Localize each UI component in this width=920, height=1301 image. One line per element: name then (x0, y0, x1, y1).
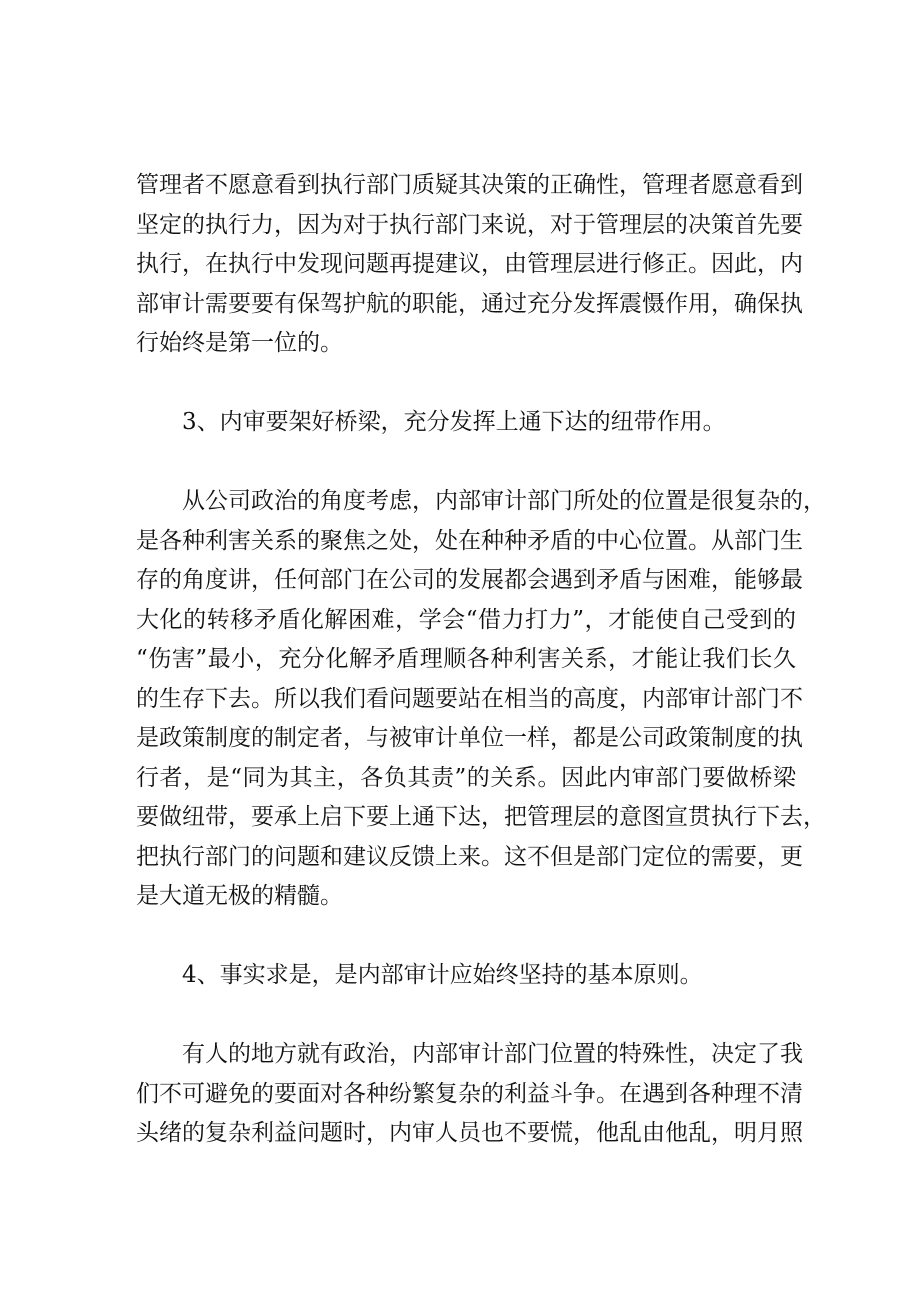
paragraph-line: 们不可避免的要面对各种纷繁复杂的利益斗争。在遇到各种理不清 (136, 1080, 803, 1107)
document-body (136, 166, 826, 1154)
paragraph-line: 把执行部门的问题和建议反馈上来。这不但是部门定位的需要，更 (136, 843, 803, 870)
section-heading: 4、事实求是，是内部审计应始终坚持的基本原则。 (182, 962, 703, 988)
paragraph-line: 坚定的执行力，因为对于执行部门来说，对于管理层的决策首先要 (136, 211, 803, 238)
paragraph-line: 管理者不愿意看到执行部门质疑其决策的正确性，管理者愿意看到 (136, 172, 803, 198)
paragraph-line: 存的角度讲，任何部门在公司的发展都会遇到矛盾与困难，能够最 (136, 567, 803, 593)
paragraph-line: 执行，在执行中发现问题再提建议，由管理层进行修正。因此，内 (136, 251, 803, 277)
section-heading: 3、内审要架好桥梁，充分发挥上通下达的纽带作用。 (182, 409, 726, 435)
paragraph-line: 行者，是“同为其主，各负其责”的关系。因此内审部门要做桥梁 (136, 764, 796, 791)
paragraph-line: 要做纽带，要承上启下要上通下达，把管理层的意图宣贯执行下去， (136, 804, 826, 830)
paragraph-line: 头绪的复杂利益问题时，内审人员也不要慌，他乱由他乱，明月照 (136, 1120, 803, 1146)
paragraph-line: 的生存下去。所以我们看问题要站在相当的高度，内部审计部门不 (136, 685, 803, 712)
paragraph-spacer (136, 443, 796, 483)
paragraph-line: 是政策制度的制定者，与被审计单位一样，都是公司政策制度的执 (136, 725, 803, 751)
paragraph-line: 部审计需要要有保驾护航的职能，通过充分发挥震慑作用，确保执 (136, 290, 803, 317)
paragraph-line: 是各种利害关系的聚焦之处，处在种种矛盾的中心位置。从部门生 (136, 527, 803, 554)
paragraph-line: “伤害”最小，充分化解矛盾理顺各种利害关系，才能让我们长久 (136, 646, 796, 672)
paragraph-line: 大化的转移矛盾化解困难，学会“借力打力”，才能使自己受到的 (136, 606, 796, 633)
paragraph-line: 行始终是第一位的。 (136, 330, 343, 356)
paragraph-spacer (136, 917, 796, 957)
paragraph-spacer (136, 996, 796, 1036)
paragraph-line: 是大道无极的精髓。 (136, 883, 343, 909)
paragraph-line: 有人的地方就有政治，内部审计部门位置的特殊性，决定了我 (182, 1041, 803, 1067)
paragraph-line: 从公司政治的角度考虑，内部审计部门所处的位置是很复杂的， (182, 488, 826, 514)
paragraph-spacer (136, 364, 796, 404)
